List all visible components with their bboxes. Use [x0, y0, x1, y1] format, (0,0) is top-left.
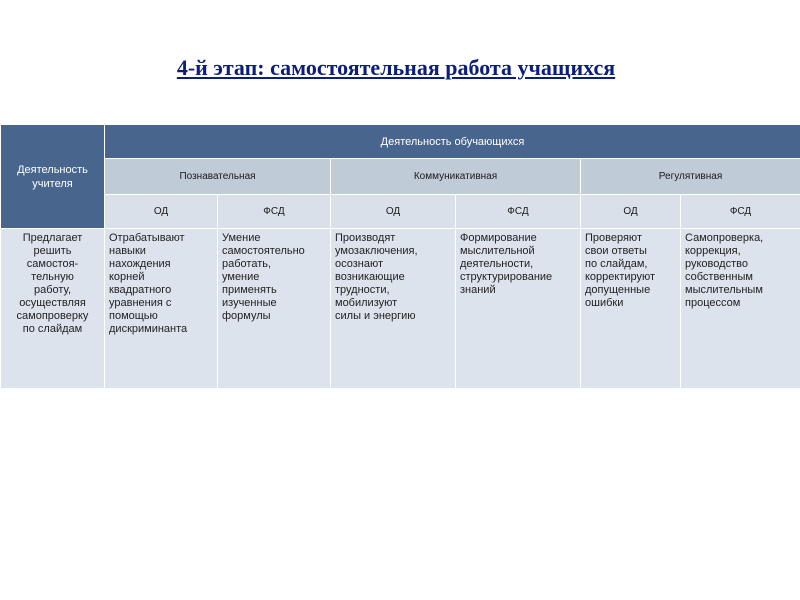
- subheader-od-cognitive: ОД: [105, 195, 218, 229]
- subheader-fsd-cognitive: ФСД: [218, 195, 331, 229]
- lesson-table: [0, 124, 800, 389]
- student-activity-header: Деятельность обучающихся: [105, 125, 800, 159]
- group-header-cognitive: Познавательная: [105, 159, 331, 195]
- cell-cognitive-fsd: Умение самостоятельно работать, умение применять изученные формулы: [218, 229, 331, 389]
- subheader-od-communicative: ОД: [331, 195, 456, 229]
- cell-communicative-od: Производят умозаключения, осознают возникающие трудности, мобилизуют силы и энергию: [331, 229, 456, 389]
- cell-regulative-fsd: Самопроверка, коррекция, руководство собственным мыслительным процессом: [681, 229, 800, 389]
- subheader-fsd-communicative: ФСД: [456, 195, 581, 229]
- subheader-fsd-regulative: ФСД: [681, 195, 800, 229]
- subheader-od-regulative: ОД: [581, 195, 681, 229]
- page-title: [0, 55, 800, 81]
- page-title-text: 4-й этап: самостоятельная работа учащихся: [176, 55, 616, 80]
- cell-regulative-od: Проверяют свои ответы по слайдам, корректируют допущенные ошибки: [581, 229, 681, 389]
- teacher-activity-cell: Предлагает решить самостоя- тельную работу, осуществляя самопроверку по слайдам: [1, 229, 105, 389]
- group-header-communicative: Коммуникативная: [331, 159, 581, 195]
- cell-cognitive-od: Отрабатывают навыки нахождения корней квадратного уравнения с помощью дискриминанта: [105, 229, 218, 389]
- teacher-activity-header: Деятельность учителя: [1, 125, 105, 229]
- cell-communicative-fsd: Формирование мыслительной деятельности, структурирование знаний: [456, 229, 581, 389]
- group-header-regulative: Регулятивная: [581, 159, 800, 195]
